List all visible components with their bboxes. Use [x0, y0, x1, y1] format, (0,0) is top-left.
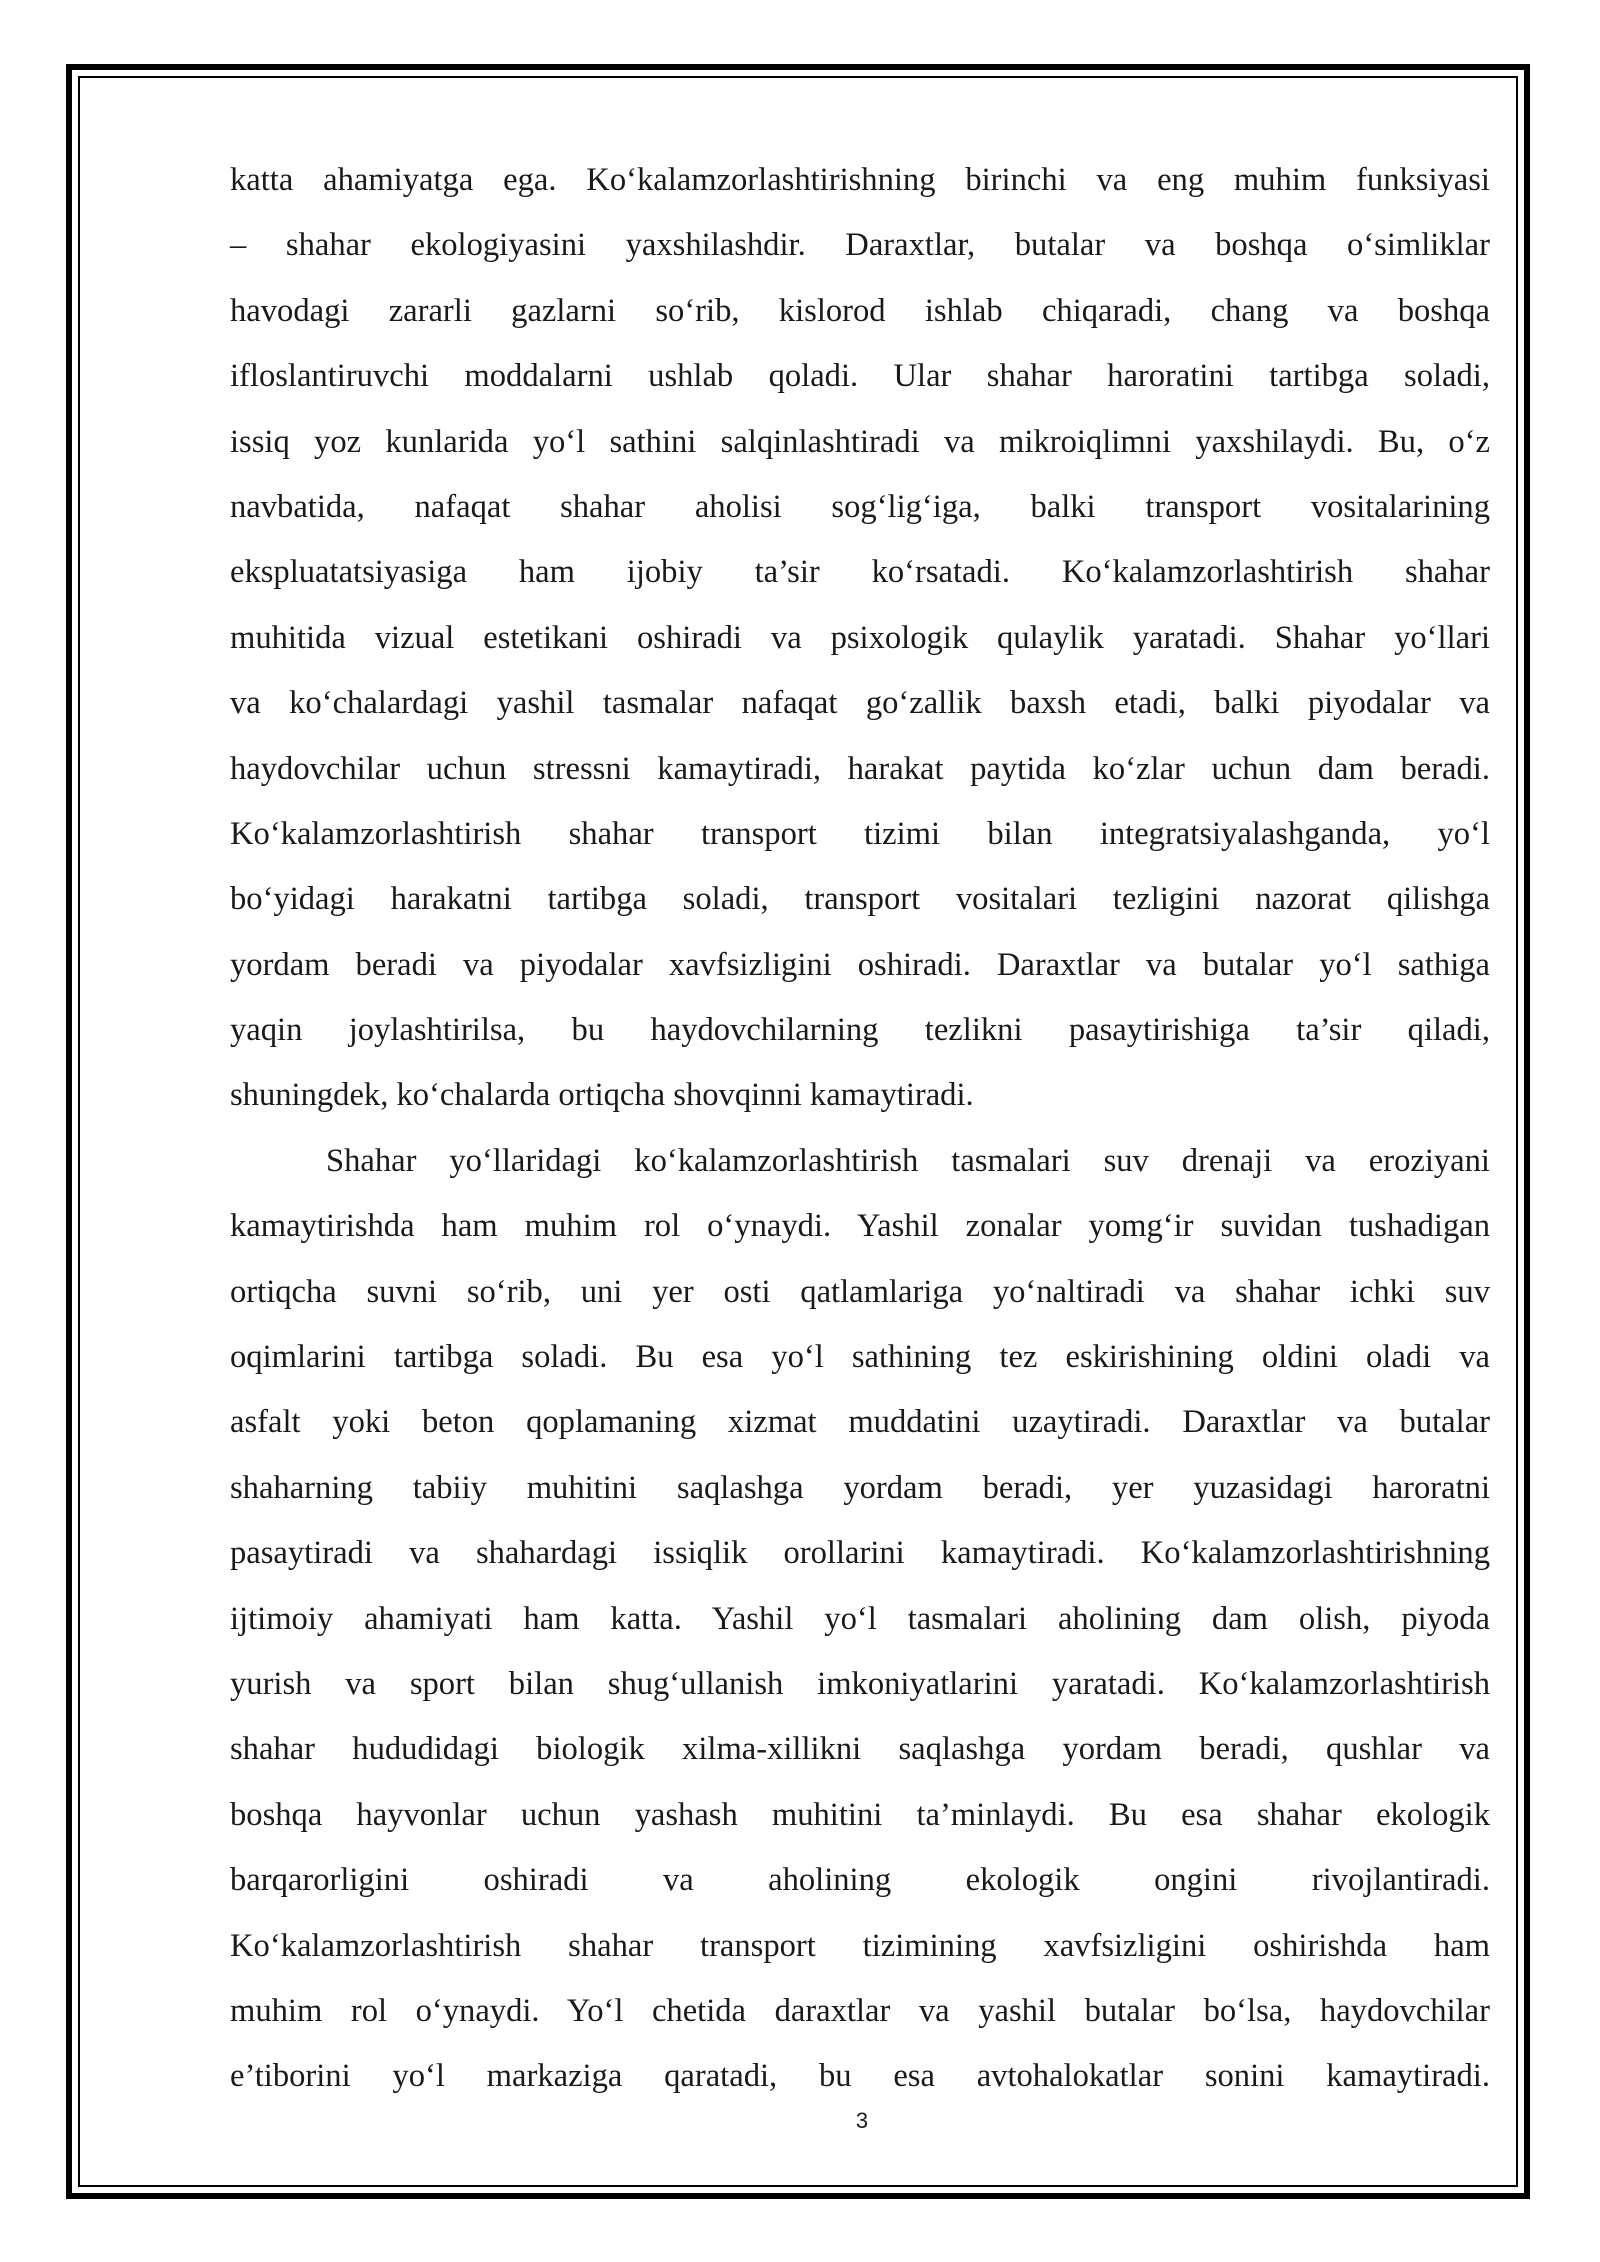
- paragraph-1: [230, 148, 1490, 1129]
- text-line: yurish va sport bilan shug‘ullanish imkoniyatlarini yaratadi. Ko‘kalamzorlashtirish: [230, 1665, 1490, 1702]
- text-line: ifloslantiruvchi moddalarni ushlab qoladi. Ular shahar haroratini tartibga soladi,: [230, 358, 1490, 395]
- text-line: kamaytirishda ham muhim rol o‘ynaydi. Yashil zonalar yomg‘ir suvidan tushadigan: [230, 1208, 1490, 1245]
- text-line: bo‘yidagi harakatni tartibga soladi, transport vositalari tezligini nazorat qilishga: [230, 881, 1490, 918]
- text-line: ortiqcha suvni so‘rib, uni yer osti qatlamlariga yo‘naltiradi va shahar ichki suv: [230, 1273, 1490, 1310]
- text-line: yordam beradi va piyodalar xavfsizligini oshiradi. Daraxtlar va butalar yo‘l sathiga: [230, 946, 1490, 983]
- text-line: muhitida vizual estetikani oshiradi va psixologik qulaylik yaratadi. Shahar yo‘llari: [230, 619, 1490, 656]
- text-line: shuningdek, ko‘chalarda ortiqcha shovqinni kamaytiradi.: [230, 1077, 974, 1114]
- text-line: boshqa hayvonlar uchun yashash muhitini ta’minlaydi. Bu esa shahar ekologik: [230, 1796, 1490, 1833]
- text-line: barqarorligini oshiradi va aholining ekologik ongini rivojlantiradi.: [230, 1862, 1490, 1899]
- text-line: issiq yoz kunlarida yo‘l sathini salqinlashtiradi va mikroiqlimni yaxshilaydi. Bu, o‘z: [230, 423, 1490, 460]
- text-line: haydovchilar uchun stressni kamaytiradi, harakat paytida ko‘zlar uchun dam beradi.: [230, 750, 1490, 787]
- body-text: [230, 148, 1490, 2110]
- text-line: pasaytiradi va shahardagi issiqlik orollarini kamaytiradi. Ko‘kalamzorlashtirishning: [230, 1535, 1490, 1572]
- text-line: asfalt yoki beton qoplamaning xizmat muddatini uzaytiradi. Daraxtlar va butalar: [230, 1404, 1490, 1441]
- text-line: navbatida, nafaqat shahar aholisi sog‘lig‘iga, balki transport vositalarining: [230, 488, 1490, 525]
- page-number: 3: [855, 2108, 869, 2133]
- text-line: yaqin joylashtirilsa, bu haydovchilarning tezlikni pasaytirishiga ta’sir qiladi,: [230, 1012, 1490, 1049]
- text-line: ekspluatatsiyasiga ham ijobiy ta’sir ko‘rsatadi. Ko‘kalamzorlashtirish shahar: [230, 554, 1490, 591]
- text-line: katta ahamiyatga ega. Ko‘kalamzorlashtirishning birinchi va eng muhim funksiyasi: [230, 162, 1490, 198]
- text-line: Ko‘kalamzorlashtirish shahar transport tizimining xavfsizligini oshirishda ham: [230, 1927, 1490, 1964]
- text-line: shaharning tabiiy muhitini saqlashga yordam beradi, yer yuzasidagi haroratni: [230, 1469, 1490, 1506]
- text-line: havodagi zararli gazlarni so‘rib, kislorod ishlab chiqaradi, chang va boshqa: [230, 292, 1490, 329]
- text-line: oqimlarini tartibga soladi. Bu esa yo‘l sathining tez eskirishining oldini oladi va: [230, 1339, 1490, 1376]
- text-line: – shahar ekologiyasini yaxshilashdir. Daraxtlar, butalar va boshqa o‘simliklar: [230, 227, 1490, 264]
- text-line: Ko‘kalamzorlashtirish shahar transport tizimi bilan integratsiyalashganda, yo‘l: [230, 815, 1490, 852]
- text-line: Shahar yo‘llaridagi ko‘kalamzorlashtirish tasmalari suv drenaji va eroziyani: [326, 1142, 1490, 1179]
- paragraph-2: [230, 1129, 1490, 2110]
- text-line: va ko‘chalardagi yashil tasmalar nafaqat go‘zallik baxsh etadi, balki piyodalar va: [230, 685, 1490, 722]
- text-line: shahar hududidagi biologik xilma-xillikni saqlashga yordam beradi, qushlar va: [230, 1731, 1490, 1768]
- text-line: muhim rol o‘ynaydi. Yo‘l chetida daraxtlar va yashil butalar bo‘lsa, haydovchilar: [230, 1992, 1490, 2029]
- text-line: ijtimoiy ahamiyati ham katta. Yashil yo‘l tasmalari aholining dam olish, piyoda: [230, 1600, 1490, 1637]
- text-line: e’tiborini yo‘l markaziga qaratadi, bu esa avtohalokatlar sonini kamaytiradi.: [230, 2058, 1490, 2095]
